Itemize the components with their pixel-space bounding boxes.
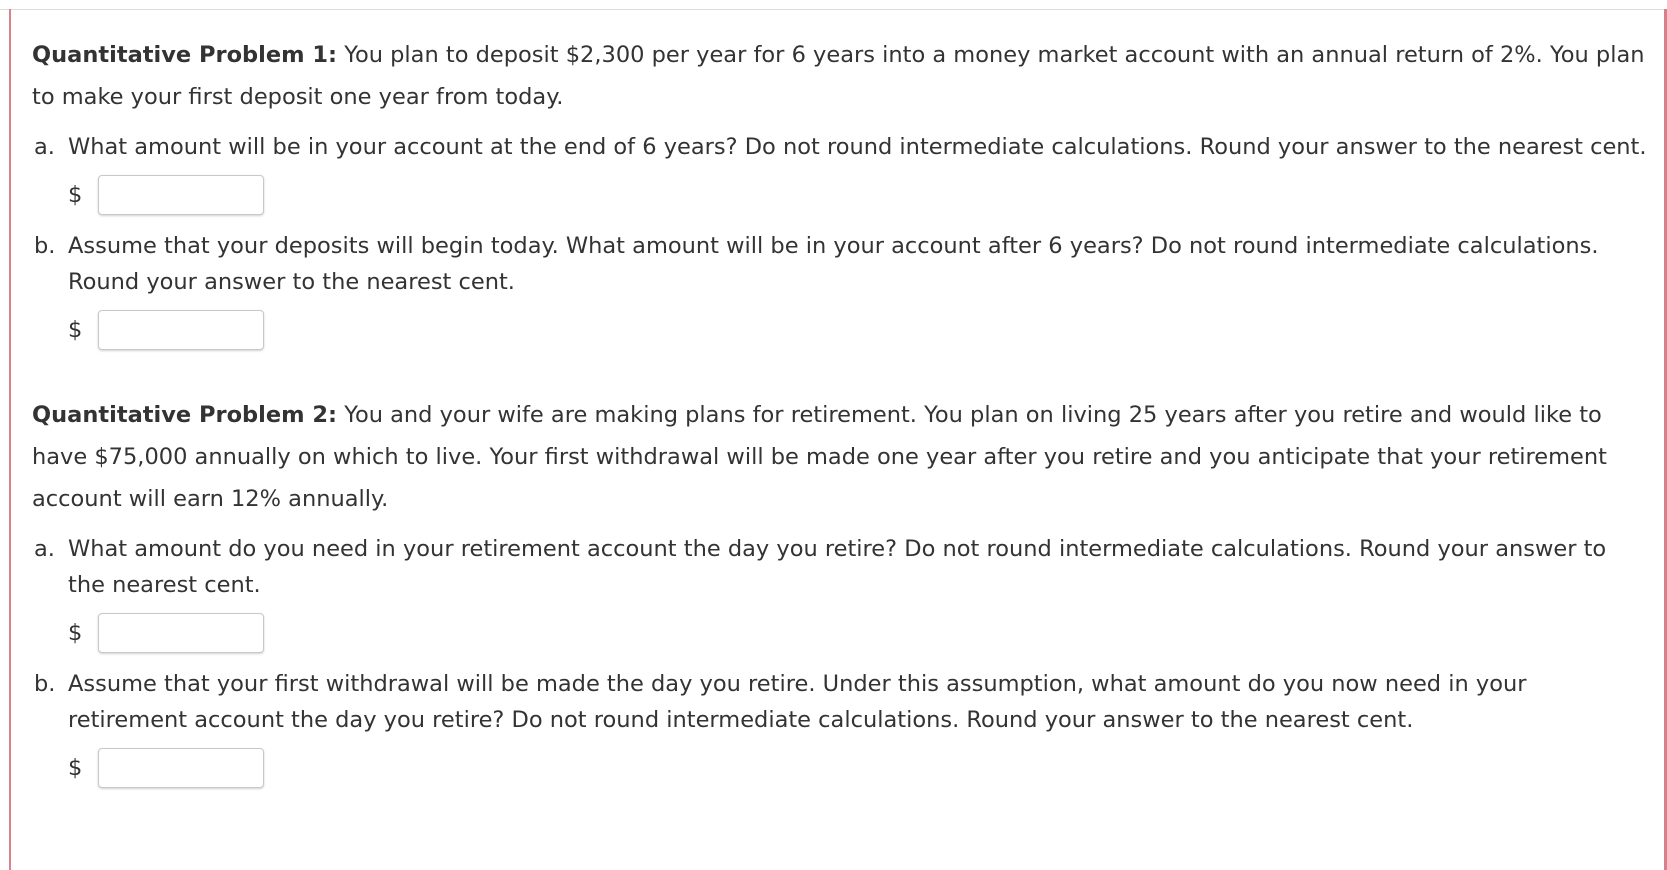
problem-1-statement — [32, 34, 1647, 118]
question-letter: b. — [34, 671, 56, 697]
problem-2 — [32, 394, 1647, 790]
problem-2-label: Quantitative Problem 2: — [32, 402, 338, 428]
currency-symbol: $ — [68, 317, 83, 343]
problem-1-question-b — [32, 228, 1647, 352]
question-text: Assume that your first withdrawal will be made the day you retire. Under this assumption, what amount do you now need in your retirement account the day you retire? Do not round intermediate calculations. Round your answer to the nearest cent. — [68, 671, 1527, 733]
problem-2-question-a — [32, 531, 1647, 655]
currency-symbol: $ — [68, 620, 83, 646]
answer-row — [68, 173, 1647, 217]
problem-1 — [32, 34, 1647, 352]
question-text: What amount will be in your account at the end of 6 years? Do not round intermediate calculations. Round your answer to the nearest cent. — [68, 134, 1647, 160]
currency-symbol: $ — [68, 755, 83, 781]
problem-1-text: You plan to deposit $2,300 per year for 6 years into a money market account with an annual return of 2%. You plan to make your first deposit one year from today. — [32, 42, 1645, 110]
problem-1a-answer-input[interactable] — [98, 175, 264, 215]
problem-1-label: Quantitative Problem 1: — [32, 42, 338, 68]
top-divider — [0, 9, 1667, 10]
section-spacer — [32, 352, 1647, 394]
problem-2-text: You and your wife are making plans for retirement. You plan on living 25 years after you retire and would like to have $75,000 annually on which to live. Your first withdrawal will be made one year after you retire and you anticipate that your retirement account will earn 12% annually. — [32, 402, 1607, 512]
question-letter: a. — [34, 134, 55, 160]
question-letter: a. — [34, 536, 55, 562]
question-text: Assume that your deposits will begin today. What amount will be in your account after 6 years? Do not round intermediate calculations. Round your answer to the nearest cent. — [68, 233, 1599, 295]
problem-2b-answer-input[interactable] — [98, 748, 264, 788]
answer-row — [68, 746, 1647, 790]
problem-1-question-a — [32, 129, 1647, 217]
problem-1b-answer-input[interactable] — [98, 310, 264, 350]
answer-row — [68, 611, 1647, 655]
problem-2-statement — [32, 394, 1647, 520]
question-letter: b. — [34, 233, 56, 259]
problem-2a-answer-input[interactable] — [98, 613, 264, 653]
question-content — [32, 34, 1647, 790]
currency-symbol: $ — [68, 182, 83, 208]
answer-row — [68, 308, 1647, 352]
question-text: What amount do you need in your retirement account the day you retire? Do not round intermediate calculations. Round your answer to the nearest cent. — [68, 536, 1607, 598]
problem-2-question-b — [32, 666, 1647, 790]
left-accent-border — [9, 9, 11, 870]
